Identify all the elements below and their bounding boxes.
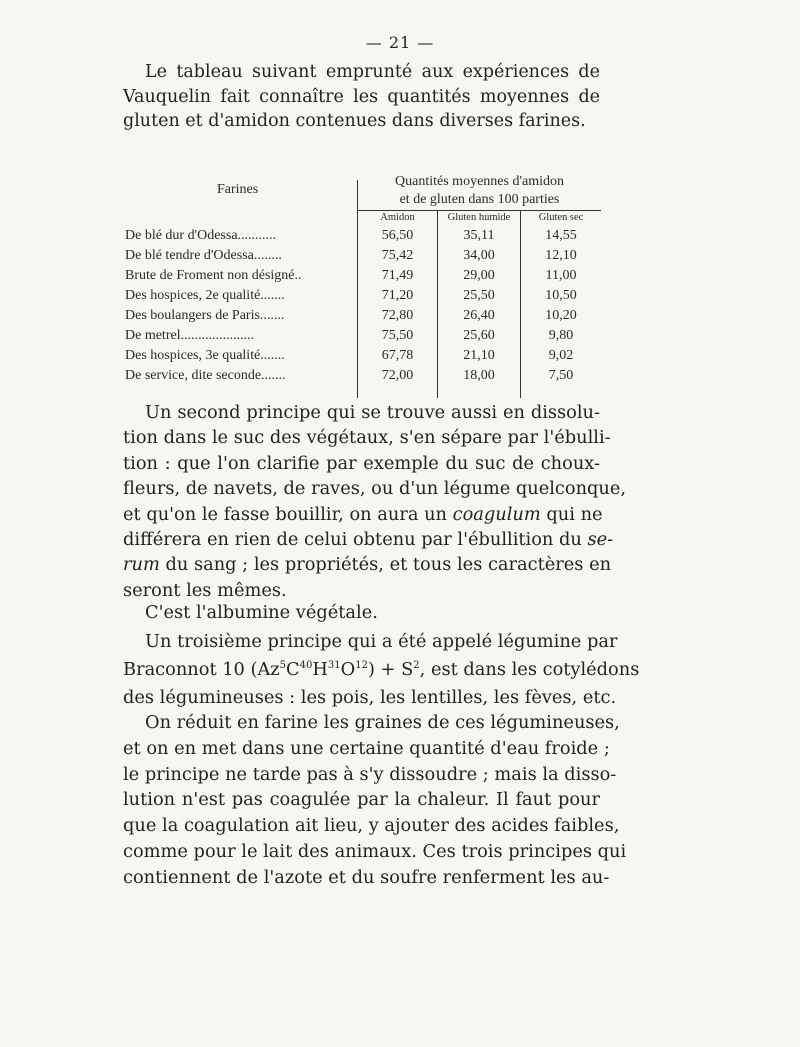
cell-amidon: 71,49 — [381, 268, 414, 283]
paragraph-second-principle — [123, 400, 627, 603]
row-name: Brute de Froment non désigné.. — [125, 268, 302, 283]
cell-gluten-sec: 14,55 — [545, 228, 577, 243]
row-name: Des hospices, 3e qualité....... — [125, 348, 285, 363]
cell-amidon: 71,20 — [381, 288, 414, 303]
cell-gluten-humide: 25,60 — [463, 328, 495, 343]
sup: 40 — [299, 660, 313, 672]
cell-gluten-humide: 35,11 — [463, 228, 495, 243]
text-line: tion dans le suc des végétaux, s'en sépare par l'ébulli- — [123, 427, 611, 449]
text-span: qui ne — [546, 503, 603, 525]
text-line: que la coagulation ait lieu, y ajouter des acides faibles, — [123, 815, 620, 837]
text-span: C — [286, 659, 300, 680]
cell-gluten-sec: 12,10 — [545, 248, 577, 263]
text-line: C'est l'albumine végétale. — [145, 602, 378, 623]
text-span: ) + S — [367, 659, 414, 680]
cell-gluten-humide: 25,50 — [463, 288, 495, 303]
paragraph-albumine — [123, 600, 600, 625]
text-line: comme pour le lait des animaux. Ces trois principes qui — [123, 840, 627, 862]
cell-gluten-sec: 11,00 — [545, 268, 577, 283]
text-line: lution n'est pas coagulée par la chaleur. Il faut pour — [123, 789, 600, 811]
header-quantites-line1: Quantités moyennes d'amidon — [395, 174, 564, 189]
intro-line: gluten et d'amidon contenues dans diverses farines. — [123, 111, 586, 132]
text-line: Un troisième principe qui a été appelé légumine par — [145, 631, 618, 652]
intro-line: Le tableau suivant emprunté aux expériences de — [145, 62, 600, 82]
italic-term-coagulum: coagulum — [452, 503, 541, 525]
intro-line: Vauquelin fait connaître les quantités moyennes de — [123, 86, 600, 107]
text-line: fleurs, de navets, de raves, ou d'un légume quelconque, — [123, 478, 627, 500]
cell-gluten-humide: 21,10 — [463, 348, 495, 363]
page-number: — 21 — — [365, 33, 435, 52]
sup: 31 — [327, 660, 341, 672]
intro-paragraph — [123, 60, 600, 134]
paragraph-legumine — [123, 628, 640, 712]
cell-amidon: 75,50 — [381, 328, 414, 343]
cell-gluten-sec: 9,80 — [548, 328, 574, 343]
header-rule — [358, 210, 601, 211]
text-line: contiennent de l'azote et du soufre renferment les au- — [123, 866, 610, 888]
cell-gluten-sec: 10,20 — [545, 308, 577, 323]
text-line: seront les mêmes. — [123, 579, 287, 601]
formula-line — [123, 656, 640, 684]
col-header-gluten-humide: Gluten humide — [447, 212, 511, 223]
sup: 12 — [355, 660, 368, 672]
text-span: Braconnot 10 (Az — [123, 659, 280, 680]
cell-gluten-humide: 18,00 — [463, 368, 495, 383]
paragraph-reduction — [123, 710, 627, 891]
row-name: De blé dur d'Odessa........... — [125, 228, 277, 243]
text-line: et on en met dans une certaine quantité d'eau froide ; — [123, 737, 610, 759]
cell-gluten-sec: 7,50 — [548, 368, 574, 383]
text-line — [123, 527, 614, 552]
italic-term-serum-part1: se- — [587, 529, 614, 551]
row-name: Des boulangers de Paris....... — [125, 308, 285, 323]
text-line: le principe ne tarde pas à s'y dissoudre ; mais la disso- — [123, 763, 617, 785]
row-name: De metrel..................... — [125, 328, 255, 343]
cell-amidon: 75,42 — [381, 248, 414, 263]
row-name: De blé tendre d'Odessa........ — [125, 248, 282, 263]
text-line: Un second principe qui se trouve aussi en dissolu- — [145, 402, 600, 423]
text-span: , est dans les cotylédons — [419, 659, 640, 680]
cell-gluten-sec: 10,50 — [545, 288, 577, 303]
cell-gluten-humide: 29,00 — [463, 268, 495, 283]
text-line — [123, 502, 603, 527]
text-span: O — [340, 659, 356, 680]
text-span: du sang ; les propriétés, et tous les caractères en — [165, 554, 612, 576]
cell-gluten-humide: 26,40 — [463, 308, 495, 323]
cell-amidon: 67,78 — [381, 348, 414, 363]
col-header-amidon: Amidon — [380, 212, 415, 223]
col-header-gluten-sec: Gluten sec — [538, 212, 584, 223]
text-span: différera en rien de celui obtenu par l'ébullition du — [123, 529, 582, 551]
cell-amidon: 72,00 — [381, 368, 414, 383]
sup: 2 — [413, 660, 420, 672]
text-line: On réduit en farine les graines de ces légumineuses, — [145, 712, 620, 733]
header-quantites — [358, 173, 601, 209]
cell-gluten-sec: 9,02 — [548, 348, 574, 363]
text-span: et qu'on le fasse bouillir, on aura un — [123, 503, 447, 525]
header-farines: Farines — [217, 182, 259, 197]
text-line — [123, 552, 612, 577]
italic-term-serum-part2: rum — [123, 554, 160, 576]
cell-amidon: 72,80 — [381, 308, 414, 323]
text-span: H — [312, 659, 328, 680]
text-line: tion : que l'on clarifie par exemple du suc de choux- — [123, 452, 600, 474]
sup: 5 — [279, 660, 287, 672]
cell-gluten-humide: 34,00 — [463, 248, 495, 263]
text-line: des légumineuses : les pois, les lentilles, les fèves, etc. — [123, 687, 617, 708]
row-name: Des hospices, 2e qualité....... — [125, 288, 285, 303]
cell-amidon: 56,50 — [381, 228, 414, 243]
header-quantites-line2: et de gluten dans 100 parties — [399, 192, 560, 207]
row-name: De service, dite seconde....... — [125, 368, 286, 383]
